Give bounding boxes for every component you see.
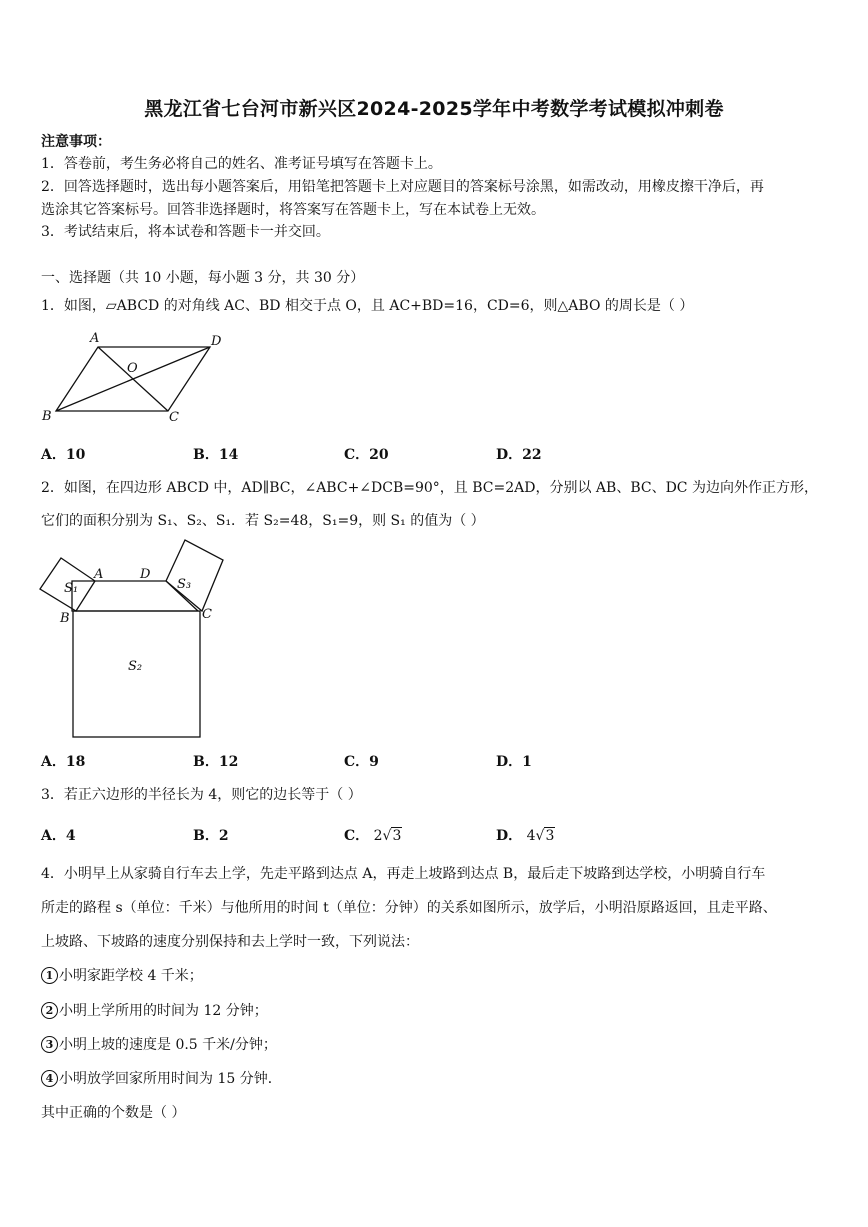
q3-option-b[interactable]: B．2 (193, 828, 229, 844)
q3-option-a[interactable]: A．4 (41, 828, 76, 844)
q4-stem-line1: 4．小明早上从家骑自行车去上学，先走平路到达点 A，再走上坡路到达点 B，最后走下坡路到达学校，小明骑自行车 (41, 866, 766, 882)
q2-label-s2: S₂ (128, 659, 143, 674)
q3-options (41, 825, 741, 847)
q1-label-c: C (169, 410, 179, 425)
q4-stem-line3: 上坡路、下坡路的速度分别保持和去上学时一致，下列说法： (41, 934, 419, 950)
q1-parallelogram-figure (38, 328, 238, 426)
q2-label-s3: S₃ (177, 577, 192, 592)
q4-statement-3: 3 小明上坡的速度是 0.5 千米/分钟； (41, 1035, 277, 1055)
exam-title: 黑龙江省七台河市新兴区2024-2025学年中考数学考试模拟冲刺卷 (144, 98, 724, 120)
circled-number: 3 (41, 1036, 58, 1053)
q2-option-d[interactable]: D．1 (496, 754, 532, 770)
q2-option-b[interactable]: B．12 (193, 754, 239, 770)
notice-item-1: 1．答卷前，考生务必将自己的姓名、准考证号填写在答题卡上。 (41, 156, 442, 172)
circled-number: 1 (41, 967, 58, 984)
q2-options (41, 751, 741, 773)
circled-number: 4 (41, 1070, 58, 1087)
q4-statement-2: 2 小明上学所用的时间为 12 分钟； (41, 1001, 268, 1021)
q1-options (41, 444, 741, 466)
q1-option-b[interactable]: B．14 (193, 447, 239, 463)
q1-option-d[interactable]: D．22 (496, 447, 542, 463)
q4-closing: 其中正确的个数是（ ） (41, 1105, 186, 1121)
notice-item-3: 3．考试结束后，将本试卷和答题卡一并交回。 (41, 224, 330, 240)
q1-option-a[interactable]: A．10 (41, 447, 86, 463)
q2-label-d: D (140, 567, 151, 582)
section-heading: 一、选择题（共 10 小题，每小题 3 分，共 30 分） (41, 270, 365, 286)
q3-option-d[interactable]: D． 4√3 (496, 828, 555, 844)
q2-option-c[interactable]: C．9 (344, 754, 379, 770)
notice-item-2-cont: 选涂其它答案标号。回答非选择题时，将答案写在答题卡上，写在本试卷上无效。 (41, 202, 545, 218)
q2-squares-figure (36, 536, 232, 746)
q2-label-c: C (202, 607, 212, 622)
q3-option-c[interactable]: C． 2√3 (344, 828, 402, 844)
sqrt-symbol: √3 (382, 828, 402, 844)
q2-label-b: B (60, 611, 70, 626)
q1-option-c[interactable]: C．20 (344, 447, 389, 463)
q1-label-d: D (211, 334, 222, 349)
q2-stem-line1: 2．如图，在四边形 ABCD 中，AD∥BC，∠ABC+∠DCB=90°，且 BC=2AD，分别以 AB、BC、DC 为边向外作正方形， (41, 480, 818, 496)
q2-stem-line2: 它们的面积分别为 S₁、S₂、S₁．若 S₂=48，S₁=9，则 S₁ 的值为（ ） (41, 513, 485, 529)
q4-statement-4: 4 小明放学回家所用时间为 15 分钟． (41, 1069, 282, 1089)
q1-stem: 1．如图，▱ABCD 的对角线 AC、BD 相交于点 O，且 AC+BD=16，CD=6，则△ABO 的周长是（ ） (41, 298, 694, 314)
notice-item-2: 2．回答选择题时，选出每小题答案后，用铅笔把答题卡上对应题目的答案标号涂黑，如需改动，用橡皮擦干净后，再 (41, 179, 764, 195)
circled-number: 2 (41, 1002, 58, 1019)
q3-stem: 3．若正六边形的半径长为 4，则它的边长等于（ ） (41, 787, 362, 803)
sqrt-symbol: √3 (535, 828, 555, 844)
q4-statement-1: 1 小明家距学校 4 千米； (41, 966, 203, 986)
notice-heading: 注意事项： (41, 134, 111, 150)
q2-option-a[interactable]: A．18 (41, 754, 86, 770)
q4-stem-line2: 所走的路程 s（单位：千米）与他所用的时间 t（单位：分钟）的关系如图所示，放学后，小明沿原路返回，且走平路、 (41, 900, 777, 916)
q1-label-a: A (90, 331, 100, 346)
q1-label-o: O (127, 361, 138, 376)
q2-label-s1: S₁ (64, 581, 79, 596)
q1-label-b: B (42, 409, 52, 424)
q2-label-a: A (94, 567, 104, 582)
